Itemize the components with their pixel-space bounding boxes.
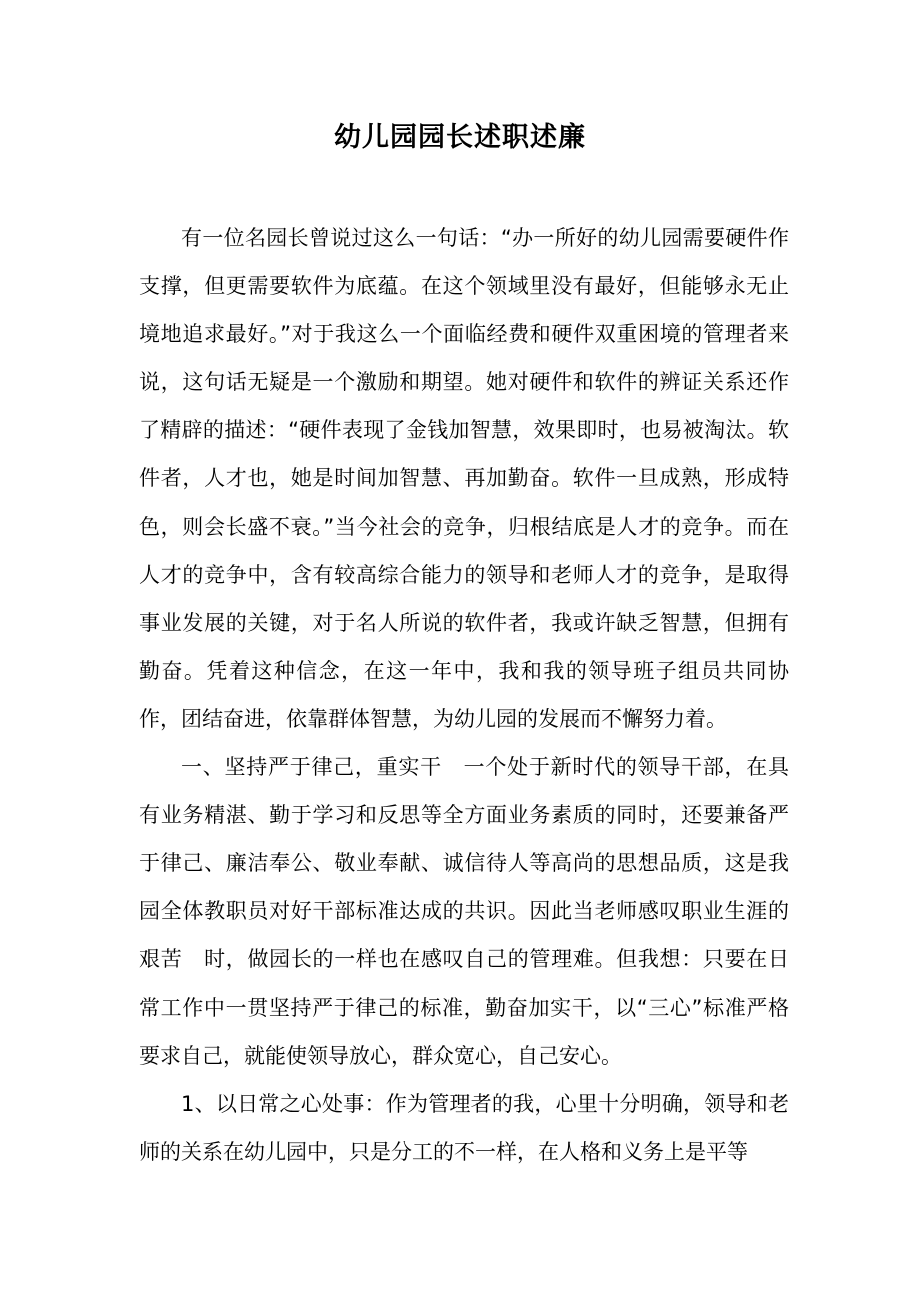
paragraph-intro: 有一位名园长曾说过这么一句话：“办一所好的幼儿园需要硬件作支撑，但更需要软件为底蕴。在这个领域里没有最好，但能够永无止境地追求最好。”对于我这么一个面临经费和硬件双重困境的管理者来说，这句话无疑是一个激励和期望。她对硬件和软件的辨证关系还作了精辟的描述：“硬件表现了金钱加智慧，效果即时，也易被淘汰。软件者，人才也，她是时间加智慧、再加勤奋。软件一旦成熟，形成特色，则会长盛不衰。”当今社会的竞争，归根结底是人才的竞争。而在人才的竞争中，含有较高综合能力的领导和老师人才的竞争，是取得事业发展的关键，对于名人所说的软件者，我或许缺乏智慧，但拥有勤奋。凭着这种信念，在这一年中，我和我的领导班子组员共同协作，团结奋进，依靠群体智慧，为幼儿园的发展而不懈努力着。: [139, 226, 789, 731]
document-title: 幼儿园园长述职述廉: [334, 122, 586, 153]
paragraph-item-one: 1、以日常之心处事：作为管理者的我，心里十分明确，领导和老师的关系在幼儿园中，只是分工的不一样，在人格和义务上是平等: [139, 1091, 789, 1164]
paragraph-section-one: 一、坚持严于律己，重实干 一个处于新时代的领导干部，在具有业务精湛、勤于学习和反思等全方面业务素质的同时，还要兼备严于律己、廉洁奉公、敬业奉献、诚信待人等高尚的思想品质，这是我园全体教职员对好干部标准达成的共识。因此当老师感叹职业生涯的艰苦 时，做园长的一样也在感叹自己的管理难。但我想：只要在日常工作中一贯坚持严于律己的标准，勤奋加实干，以“三心”标准严格要求自己，就能使领导放心，群众宽心，自己安心。: [139, 755, 789, 1068]
document-body: [139, 214, 789, 1176]
